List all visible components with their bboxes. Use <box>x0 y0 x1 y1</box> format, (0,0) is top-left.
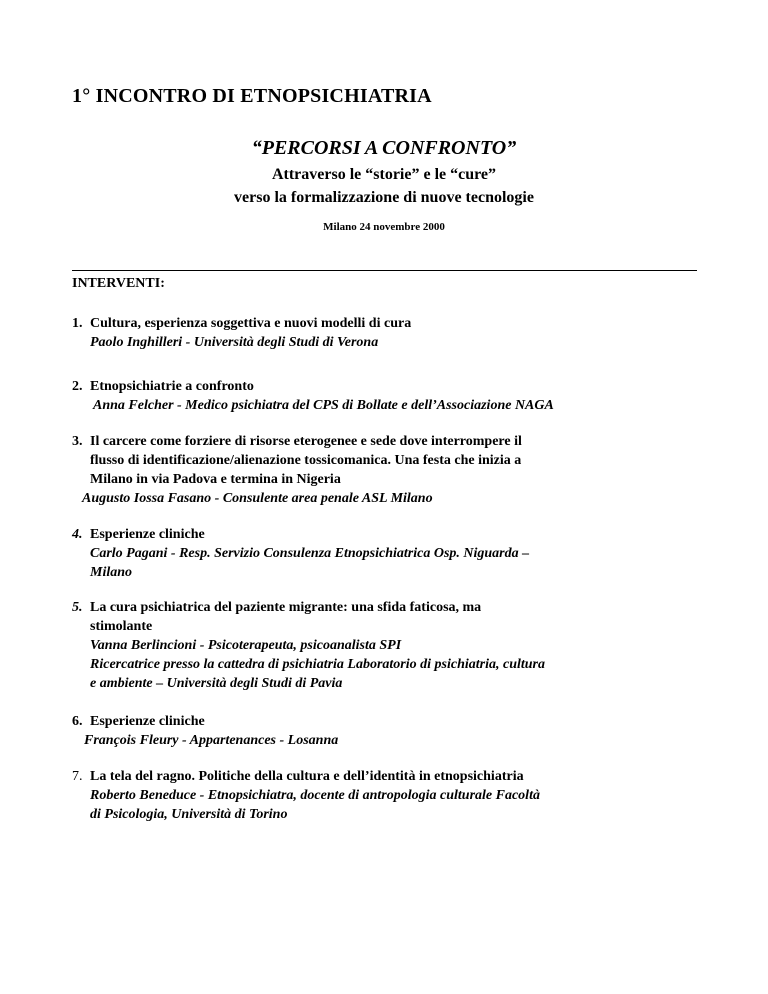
section-label: INTERVENTI: <box>72 276 165 291</box>
list-item <box>72 377 700 415</box>
item-speaker: e ambiente – Università degli Studi di Pavia <box>90 676 343 691</box>
item-number: 1. <box>72 316 83 331</box>
item-title: Milano in via Padova e termina in Nigeria <box>90 472 341 487</box>
item-number: 3. <box>72 434 83 449</box>
item-speaker: Paolo Inghilleri - Università degli Studi di Verona <box>90 335 379 350</box>
item-title: Esperienze cliniche <box>90 714 205 729</box>
event-date: Milano 24 novembre 2000 <box>323 221 445 233</box>
main-title: 1° INCONTRO DI ETNOPSICHIATRIA <box>72 85 432 107</box>
list-item <box>72 712 700 750</box>
item-speaker: François Fleury - Appartenances - Losanna <box>84 733 339 748</box>
item-speaker: Roberto Beneduce - Etnopsichiatra, docente di antropologia culturale Facoltà <box>90 788 540 803</box>
item-speaker: di Psicologia, Università di Torino <box>90 807 288 822</box>
item-speaker: Vanna Berlincioni - Psicoterapeuta, psicoanalista SPI <box>90 638 402 653</box>
tagline-line-1: Attraverso le “storie” e le “cure” <box>271 166 497 183</box>
item-number: 4. <box>72 527 83 542</box>
item-title: Esperienze cliniche <box>90 527 205 542</box>
item-title: Etnopsichiatrie a confronto <box>90 379 254 394</box>
item-title: flusso di identificazione/alienazione tossicomanica. Una festa che inizia a <box>90 453 522 468</box>
item-title: stimolante <box>90 619 153 634</box>
item-number: 6. <box>72 714 83 729</box>
item-speaker: Ricercatrice presso la cattedra di psichiatria Laboratorio di psichiatria, cultura <box>90 657 546 672</box>
event-subtitle: “PERCORSI A CONFRONTO” <box>251 137 517 159</box>
list-item <box>72 314 700 352</box>
item-speaker: Augusto Iossa Fasano - Consulente area penale ASL Milano <box>82 491 433 506</box>
item-number: 7. <box>72 769 83 784</box>
item-title: La tela del ragno. Politiche della cultura e dell’identità in etnopsichiatria <box>90 769 524 784</box>
item-number: 5. <box>72 600 83 615</box>
list-item <box>72 598 700 693</box>
item-number: 2. <box>72 379 83 394</box>
item-speaker: Carlo Pagani - Resp. Servizio Consulenza Etnopsichiatrica Osp. Niguarda – <box>90 546 530 561</box>
list-item <box>72 525 700 582</box>
item-title: La cura psichiatrica del paziente migrante: una sfida faticosa, ma <box>90 600 482 615</box>
tagline-line-2: verso la formalizzazione di nuove tecnologie <box>234 189 534 206</box>
horizontal-divider <box>72 270 697 271</box>
item-title: Cultura, esperienza soggettiva e nuovi modelli di cura <box>90 316 412 331</box>
list-item <box>72 432 700 508</box>
item-speaker: Anna Felcher - Medico psichiatra del CPS di Bollate e dell’Associazione NAGA <box>93 398 554 413</box>
item-title: Il carcere come forziere di risorse eterogenee e sede dove interrompere il <box>90 434 522 449</box>
item-speaker: Milano <box>90 565 133 580</box>
list-item <box>72 767 700 824</box>
